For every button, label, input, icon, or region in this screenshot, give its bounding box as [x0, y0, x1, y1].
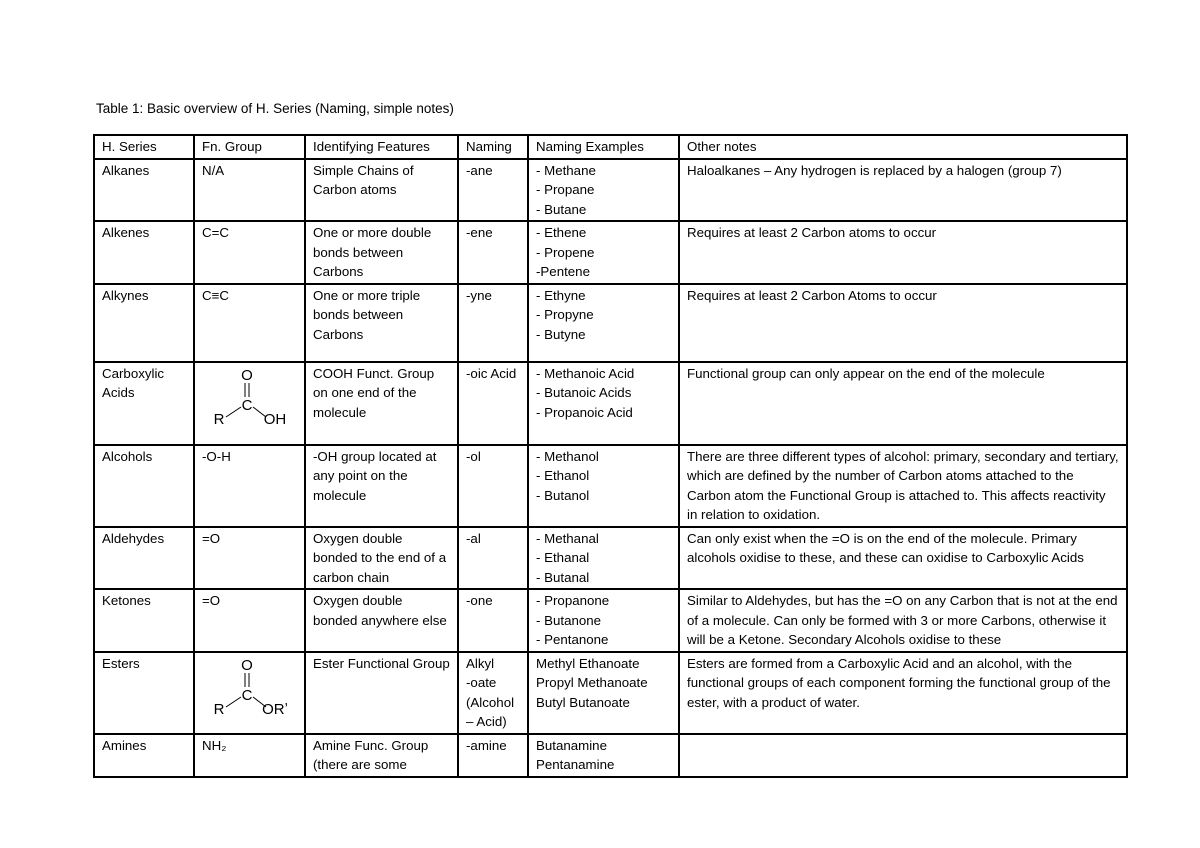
- features-cell: [305, 652, 458, 734]
- example-name: - Butane: [536, 201, 587, 217]
- example-name: - Methanoic Acid: [536, 365, 635, 381]
- notes-text: Can only exist when the =O is on the end of the molecule. Primary alcohols oxidise to these, and these can oxidise to Carboxylic Acids: [687, 530, 1084, 565]
- functional-group-text: C≡C: [202, 287, 229, 303]
- example-name: - Propyne: [536, 307, 594, 322]
- example-name: - Propene: [536, 244, 595, 260]
- functional-group-text: -O-H: [202, 448, 231, 464]
- example-name: - Ethanol: [536, 468, 590, 483]
- series-name: Ketones: [102, 593, 151, 608]
- functional-group-text: NH₂: [202, 737, 227, 753]
- notes-text: Requires at least 2 Carbon Atoms to occur: [687, 287, 937, 303]
- features-cell: [305, 445, 458, 527]
- naming-cell: [458, 284, 528, 362]
- table-row: [94, 734, 1127, 777]
- right-group-label: ORʼ: [262, 700, 288, 716]
- naming-suffix: -oic Acid: [466, 365, 517, 381]
- functional-group-cell: [194, 362, 305, 445]
- examples-cell: [528, 652, 679, 734]
- features-text: COOH Funct. Group on one end of the molecule: [313, 365, 435, 420]
- table-row: [94, 527, 1127, 590]
- functional-group-text: =O: [202, 593, 221, 608]
- features-cell: [305, 734, 458, 777]
- naming-line: – Acid): [466, 714, 507, 729]
- features-cell: [305, 527, 458, 590]
- naming-suffix: -al: [466, 530, 481, 546]
- naming-suffix: -yne: [466, 287, 492, 303]
- naming-cell: [458, 221, 528, 284]
- features-cell: [305, 159, 458, 222]
- series-cell: [94, 652, 194, 734]
- features-text: Ester Functional Group: [313, 655, 450, 671]
- example-name: Propyl Methanoate: [536, 675, 648, 690]
- examples-cell: [528, 734, 679, 777]
- example-name: - Ethyne: [536, 287, 586, 303]
- functional-group-text: N/A: [202, 162, 225, 178]
- example-name: - Propane: [536, 182, 595, 197]
- series-name: Alkanes: [102, 162, 150, 178]
- header-group: Fn. Group: [194, 135, 305, 159]
- series-name: Alkynes: [102, 287, 149, 303]
- features-cell: [305, 221, 458, 284]
- series-cell: [94, 734, 194, 777]
- functional-group-cell: [194, 445, 305, 527]
- example-name: - Methanal: [536, 530, 599, 546]
- example-name: - Pentanone: [536, 632, 609, 647]
- table-body: [94, 159, 1127, 777]
- example-name: - Butanoic Acids: [536, 385, 632, 400]
- notes-text: Esters are formed from a Carboxylic Acid and an alcohol, with the functional groups of each component forming the functional group of the ester, with a product of water.: [687, 655, 1111, 710]
- functional-group-structure: [202, 366, 292, 426]
- functional-group-cell: [194, 589, 305, 652]
- examples-cell: [528, 159, 679, 222]
- naming-line: Alkyl: [466, 655, 495, 671]
- example-name: - Ethene: [536, 225, 587, 240]
- functional-group-text: C=C: [202, 225, 229, 240]
- functional-group-text: =O: [202, 530, 221, 546]
- naming-cell: [458, 527, 528, 590]
- r-group-label: R: [213, 410, 225, 426]
- example-name: Pentanamine: [536, 757, 615, 772]
- right-group-label: OH: [263, 410, 287, 426]
- table-row: [94, 221, 1127, 284]
- table-caption: Table 1: Basic overview of H. Series (Naming, simple notes): [96, 101, 454, 116]
- examples-cell: [528, 284, 679, 362]
- example-name: - Butanal: [536, 569, 590, 585]
- example-name: - Butanol: [536, 487, 590, 503]
- series-cell: [94, 527, 194, 590]
- header-series: H. Series: [94, 135, 194, 159]
- carbon-atom-label: C: [241, 396, 253, 414]
- functional-group-cell: [194, 159, 305, 222]
- functional-group-cell: [194, 527, 305, 590]
- notes-text: Functional group can only appear on the end of the molecule: [687, 365, 1045, 381]
- example-name: - Butyne: [536, 326, 586, 342]
- series-cell: [94, 589, 194, 652]
- notes-cell: [679, 159, 1127, 222]
- naming-line: -oate: [466, 675, 497, 690]
- examples-cell: [528, 445, 679, 527]
- features-text: Simple Chains of Carbon atoms: [313, 162, 414, 197]
- series-name: Amines: [102, 737, 147, 753]
- functional-group-cell: [194, 284, 305, 362]
- series-cell: [94, 362, 194, 445]
- functional-group-structure-wrap: [202, 656, 297, 716]
- notes-cell: [679, 445, 1127, 527]
- example-name: Methyl Ethanoate: [536, 655, 640, 671]
- example-name: - Methanol: [536, 448, 599, 464]
- notes-cell: [679, 652, 1127, 734]
- naming-cell: [458, 652, 528, 734]
- examples-cell: [528, 221, 679, 284]
- examples-cell: [528, 589, 679, 652]
- table-row: [94, 159, 1127, 222]
- notes-cell: [679, 589, 1127, 652]
- series-cell: [94, 284, 194, 362]
- bond-line: [226, 697, 241, 707]
- notes-text: Similar to Aldehydes, but has the =O on any Carbon that is not at the end of a molecule. Can only be formed with 3 or more Carbons, otherwise it will be a Ketone. Secondary Alcohols oxidise to these: [687, 593, 1118, 647]
- functional-group-structure-wrap: [202, 366, 297, 426]
- notes-text: Haloalkanes – Any hydrogen is replaced by a halogen (group 7): [687, 162, 1062, 178]
- table-row: [94, 445, 1127, 527]
- functional-group-cell: [194, 734, 305, 777]
- naming-suffix: -ene: [466, 225, 493, 240]
- example-name: Butanamine: [536, 737, 607, 753]
- header-naming: Naming: [458, 135, 528, 159]
- naming-suffix: -ol: [466, 448, 481, 464]
- header-notes: Other notes: [679, 135, 1127, 159]
- table-row: [94, 362, 1127, 445]
- table-row: [94, 589, 1127, 652]
- features-text: One or more triple bonds between Carbons: [313, 287, 421, 342]
- notes-text: There are three different types of alcohol: primary, secondary and tertiary, which are defined by the number of Carbon atoms attached to the Carbon atom the Functional Group is attached to. This affects reactivity in relation to oxidation.: [687, 448, 1119, 522]
- features-cell: [305, 362, 458, 445]
- naming-suffix: -ane: [466, 162, 493, 178]
- features-text: One or more double bonds between Carbons: [313, 225, 432, 279]
- examples-cell: [528, 527, 679, 590]
- oxygen-atom-label: O: [241, 656, 253, 674]
- r-group-label: R: [213, 700, 225, 716]
- series-name: Alcohols: [102, 448, 153, 464]
- example-name: - Propanoic Acid: [536, 404, 633, 420]
- naming-cell: [458, 589, 528, 652]
- example-name: -Pentene: [536, 264, 590, 279]
- naming-line: (Alcohol: [466, 694, 515, 710]
- notes-cell: [679, 734, 1127, 777]
- naming-suffix: -amine: [466, 737, 507, 753]
- header-examples: Naming Examples: [528, 135, 679, 159]
- bond-line: [226, 407, 241, 417]
- oxygen-atom-label: O: [241, 366, 253, 384]
- features-text: Oxygen double bonded anywhere else: [313, 593, 447, 628]
- homologous-series-table: [93, 134, 1128, 778]
- features-cell: [305, 589, 458, 652]
- naming-suffix: -one: [466, 593, 493, 608]
- series-name: Acids: [102, 385, 135, 400]
- series-name: Carboxylic: [102, 365, 165, 381]
- features-text: Amine Func. Group (there are some: [313, 737, 429, 772]
- series-cell: [94, 221, 194, 284]
- naming-cell: [458, 734, 528, 777]
- example-name: Butyl Butanoate: [536, 694, 630, 710]
- table-row: [94, 652, 1127, 734]
- examples-cell: [528, 362, 679, 445]
- notes-cell: [679, 362, 1127, 445]
- example-name: - Butanone: [536, 612, 602, 628]
- example-name: - Methane: [536, 162, 596, 178]
- example-name: - Propanone: [536, 593, 610, 608]
- notes-cell: [679, 221, 1127, 284]
- notes-text: Requires at least 2 Carbon atoms to occur: [687, 225, 937, 240]
- example-name: - Ethanal: [536, 550, 590, 565]
- notes-cell: [679, 284, 1127, 362]
- functional-group-cell: [194, 221, 305, 284]
- series-name: Esters: [102, 655, 140, 671]
- features-text: Oxygen double bonded to the end of a carbon chain: [313, 530, 447, 585]
- series-name: Aldehydes: [102, 530, 165, 546]
- series-name: Alkenes: [102, 225, 150, 240]
- features-text: -OH group located at any point on the molecule: [313, 448, 437, 503]
- series-cell: [94, 445, 194, 527]
- table-row: [94, 284, 1127, 362]
- naming-cell: [458, 159, 528, 222]
- carbon-atom-label: C: [241, 686, 253, 704]
- series-cell: [94, 159, 194, 222]
- header-features: Identifying Features: [305, 135, 458, 159]
- table-header-row: [94, 135, 1127, 159]
- functional-group-structure: [202, 656, 292, 716]
- notes-cell: [679, 527, 1127, 590]
- features-cell: [305, 284, 458, 362]
- naming-cell: [458, 362, 528, 445]
- naming-cell: [458, 445, 528, 527]
- functional-group-cell: [194, 652, 305, 734]
